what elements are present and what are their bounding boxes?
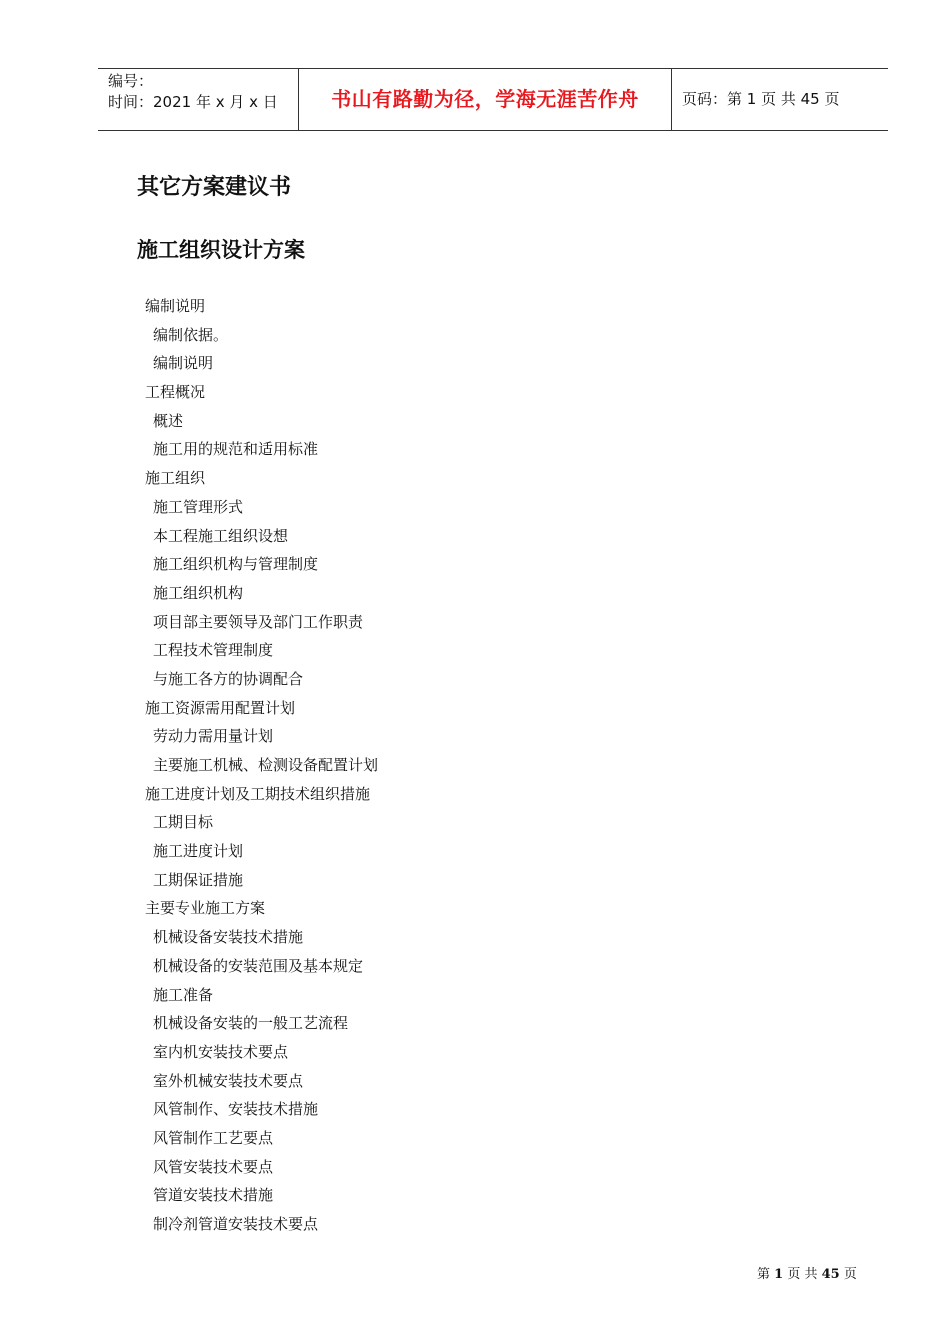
toc-subsection-item: 施工管理形式 — [153, 497, 244, 516]
toc-subsection-item: 机械设备安装的一般工艺流程 — [153, 1014, 349, 1033]
toc-section-heading: 编制说明 — [145, 297, 206, 315]
footer-suffix: 页 — [839, 1267, 857, 1282]
table-of-contents — [0, 292, 378, 1239]
toc-subsection-item: 编制依据。 — [153, 325, 229, 344]
document-title: 其它方案建议书 — [137, 175, 292, 200]
toc-section-heading: 主要专业施工方案 — [145, 899, 266, 918]
toc-subsection-item: 制冷剂管道安装技术要点 — [153, 1215, 319, 1233]
toc-subsection-item: 机械设备的安装范围及基本规定 — [153, 956, 364, 975]
header-meta — [108, 71, 278, 113]
page-header — [98, 68, 888, 131]
footer-current-page: 1 — [774, 1267, 784, 1282]
document-subtitle: 施工组织设计方案 — [137, 238, 305, 262]
toc-section-heading: 工程概况 — [145, 383, 206, 402]
toc-subsection-item: 施工用的规范和适用标准 — [153, 440, 319, 459]
footer-prefix: 第 — [757, 1267, 775, 1282]
toc-subsection-item: 工期目标 — [153, 813, 214, 832]
toc-subsection-item: 工程技术管理制度 — [153, 641, 274, 660]
toc-subsection-item: 本工程施工组织设想 — [153, 526, 289, 545]
toc-subsection-item: 风管安装技术要点 — [153, 1157, 274, 1176]
editor-label: 编号： — [108, 72, 154, 90]
header-page-label: 页码：第 1 页 共 45 页 — [682, 90, 840, 108]
toc-subsection-item: 工期保证措施 — [153, 870, 244, 889]
toc-subsection-item: 编制说明 — [153, 354, 214, 373]
toc-subsection-item: 室内机安装技术要点 — [153, 1042, 289, 1061]
toc-section-heading: 施工资源需用配置计划 — [145, 698, 296, 717]
header-motto: 书山有路勤为径，学海无涯苦作舟 — [331, 87, 639, 111]
footer-middle: 页 共 — [783, 1267, 822, 1282]
toc-section-heading: 施工进度计划及工期技术组织措施 — [145, 784, 371, 803]
toc-subsection-item: 施工组织机构与管理制度 — [153, 555, 319, 574]
toc-subsection-item: 主要施工机械、检测设备配置计划 — [153, 756, 379, 774]
toc-subsection-item: 机械设备安装技术措施 — [153, 928, 304, 947]
toc-subsection-item: 施工准备 — [153, 985, 214, 1004]
toc-subsection-item: 施工进度计划 — [153, 842, 244, 861]
toc-subsection-item: 劳动力需用量计划 — [153, 727, 274, 746]
toc-subsection-item: 与施工各方的协调配合 — [153, 669, 304, 688]
toc-subsection-item: 室外机械安装技术要点 — [153, 1071, 304, 1090]
toc-subsection-item: 管道安装技术措施 — [153, 1186, 274, 1205]
toc-subsection-item: 项目部主要领导及部门工作职责 — [153, 612, 364, 631]
header-divider — [671, 69, 672, 130]
toc-subsection-item: 风管制作、安装技术措施 — [153, 1100, 319, 1119]
toc-subsection-item: 施工组织机构 — [153, 583, 244, 602]
toc-subsection-item: 风管制作工艺要点 — [153, 1128, 274, 1147]
footer-page-number — [757, 1265, 857, 1285]
toc-section-heading: 施工组织 — [145, 469, 206, 488]
footer-total-pages: 45 — [821, 1267, 840, 1282]
toc-subsection-item: 概述 — [153, 411, 184, 430]
time-label: 时间：2021 年 x 月 x 日 — [108, 93, 278, 111]
